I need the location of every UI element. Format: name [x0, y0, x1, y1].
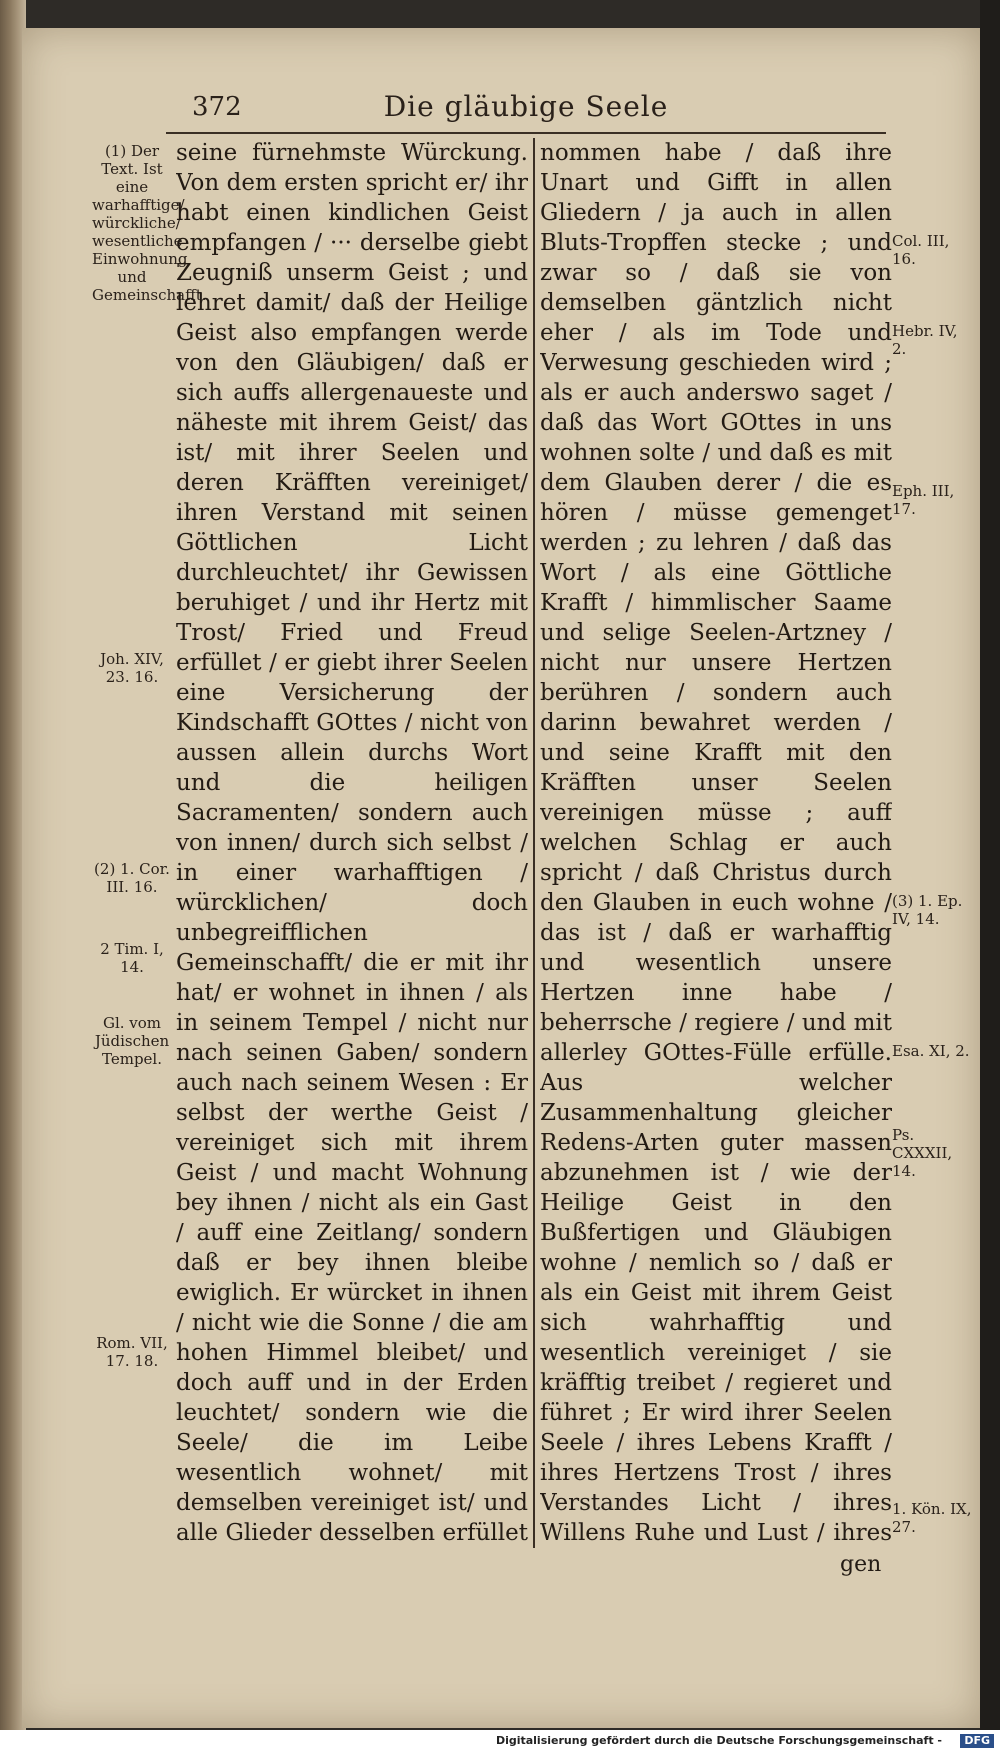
margin-note-2tim: 2 Tim. I, 14.	[100, 940, 164, 976]
margin-note-john: Joh. XIV, 23. 16.	[100, 650, 164, 686]
catchword: gen	[840, 1552, 882, 1577]
footer-credit: Digitalisierung gefördert durch die Deutsche Forschungsgemeinschaft -	[495, 1734, 942, 1747]
paragraph: seine fürnehmste Würckung. Von dem ersten spricht er/ ihr habt einen kindlichen Geist empfangen / ··· derselbe giebt Zeugniß unserm Geist ; und lehret damit/ daß der Heilige Geist also empfangen werde von den Gläubigen/ daß er sich auffs allergenaueste und näheste mit ihrem Geist/ das ist/ mit ihrer Seelen und deren Kräfften vereiniget/ ihren Verstand mit seinen Göttlichen Licht durchleuchtet/ ihr Gewissen beruhiget / und ihr Hertz mit Trost/ Fried und Freud erfüllet / er giebt ihrer Seelen eine Versicherung der Kindschafft GOttes / nicht von aussen allein durchs Wort und die heiligen Sacramenten/ sondern auch von innen/ durch sich selbst / in einer warhafftigen / würcklichen/ doch unbegreifflichen Gemeinschafft/ die er mit ihr hat/ er wohnet in ihnen / als in seinem Tempel / nicht nur nach seinen Gaben/ sondern auch nach seinem Wesen : Er selbst der werthe Geist / vereiniget sich mit ihrem Geist / und macht Wohnung bey ihnen / nicht als ein Gast / auff eine Zeitlang/ sondern daß er bey ihnen bleibe ewiglich. Er würcket in ihnen / nicht wie die Sonne / die am hohen Himmel bleibet/ und doch auff und in der Erden leuchtet/ sondern wie die Seele/ die im Leibe wesentlich wohnet/ mit demselben vereiniget ist/ und alle Glieder desselben erfüllet	[176, 140, 528, 1546]
text-column-right	[540, 138, 892, 1548]
margin-note-1cor: (2) 1. Cor. III. 16.	[94, 860, 170, 896]
margin-note-rom: Rom. VII, 17. 18.	[96, 1334, 168, 1370]
margin-note-1pet: (3) 1. Ep. IV, 14.	[892, 892, 963, 928]
margin-note-1kings: 1. Kön. IX, 27.	[892, 1500, 972, 1536]
margin-note-hebr: Hebr. IV, 2.	[892, 322, 958, 358]
page-number: 372	[192, 92, 242, 122]
margin-note-esa: Esa. XI, 2.	[892, 1042, 970, 1060]
margin-note-text: (1) Der Text. Ist eine warhafftige/ würckliche/ wesentliche Einwohnung und Gemeinschafft.	[92, 142, 207, 304]
text-column-left	[176, 138, 528, 1548]
scan-right-border	[980, 0, 1000, 1730]
paragraph: nommen habe / daß ihre Unart und Gifft in allen Gliedern / ja auch in allen Bluts-Tropffen stecke ; und zwar so / daß sie von demselben gäntzlich nicht eher / als im Tode und Verwesung geschieden wird ; als er auch anderswo saget / daß das Wort GOttes in uns wohnen solte / und daß es mit dem Glauben derer / die es hören / müsse gemenget werden ; zu lehren / daß das Wort / als eine Göttliche Krafft / himmlischer Saame und selige Seelen-Artzney / nicht nur unsere Hertzen berühren / sondern auch darinn bewahret werden / und seine Krafft mit den Kräfften unser Seelen vereinigen müsse ; auff welchen Schlag er auch spricht / daß Christus durch den Glauben in euch wohne / das ist / daß er warhafftig und wesentlich unsere Hertzen inne habe / beherrsche / regiere / und mit allerley GOttes-Fülle erfülle. Aus welcher Zusammenhaltung gleicher Redens-Arten guter massen abzunehmen ist / wie der Heilige Geist in den Bußfertigen und Gläubigen wohne / nemlich so / daß er als ein Geist mit ihrem Geist sich wahrhafftig und wesentlich vereiniget / sie kräfftig treibet / regieret und führet ; Er wird ihrer Seelen Seele / ihres Lebens Krafft / ihres Hertzens Trost / ihres Verstandes Licht / ihres Willens Ruhe und Lust / ihres	[540, 140, 892, 1546]
margin-note-temple: Gl. vom Jüdischen Tempel.	[94, 1014, 170, 1068]
margin-note-ps: Ps. CXXXII, 14.	[892, 1126, 953, 1180]
running-head: Die gläubige Seele	[383, 90, 669, 123]
margin-note-eph: Eph. III, 17.	[892, 482, 955, 518]
column-divider	[533, 138, 535, 1548]
page-header	[166, 88, 886, 134]
margin-note-col: Col. III, 16.	[892, 232, 950, 268]
dfg-logo: DFG	[960, 1734, 994, 1748]
digitization-footer	[0, 1730, 1000, 1752]
